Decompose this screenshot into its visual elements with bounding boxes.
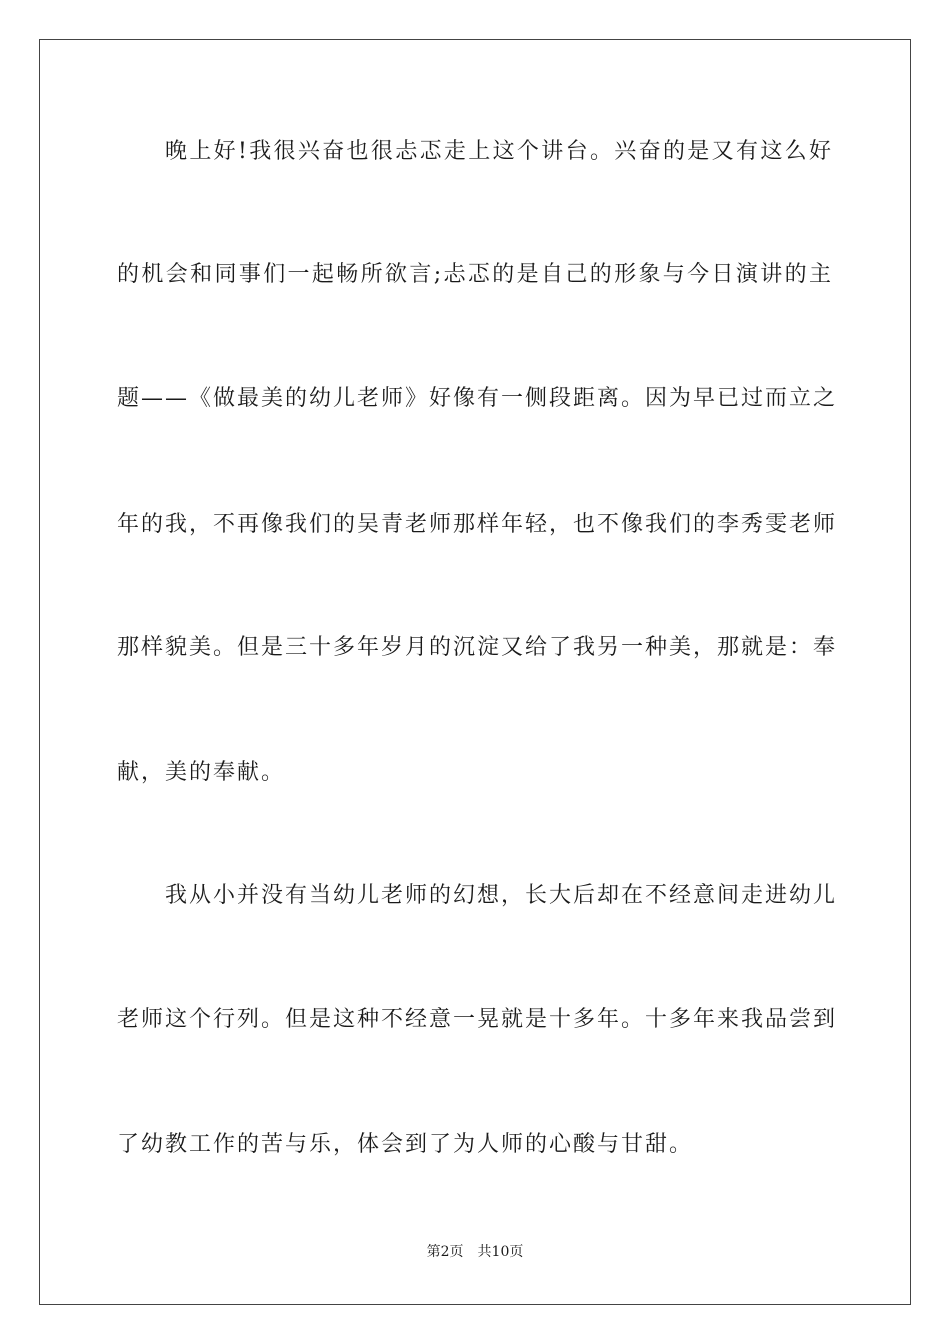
paragraph-2-line-3: 了幼教工作的苦与乐，体会到了为人师的心酸与甘甜。 — [117, 1132, 694, 1157]
paragraph-1-line-3: 题——《做最美的幼儿老师》好像有一侧段距离。因为早已过而立之 — [117, 386, 838, 411]
paragraph-1-line-4: 年的我，不再像我们的吴青老师那样年轻，也不像我们的李秀雯老师 — [117, 512, 838, 537]
page-number: 第2页 — [426, 1244, 464, 1260]
paragraph-1-line-1: 晚上好!我很兴奋也很忐忑走上这个讲台。兴奋的是又有这么好 — [165, 139, 833, 164]
paragraph-2-line-2: 老师这个行列。但是这种不经意一晃就是十多年。十多年来我品尝到 — [117, 1007, 838, 1032]
paragraph-1-line-2: 的机会和同事们一起畅所欲言;忐忑的是自己的形象与今日演讲的主 — [117, 262, 833, 287]
paragraph-1-line-6: 献，美的奉献。 — [117, 760, 286, 785]
page-footer — [0, 1242, 950, 1262]
paragraph-1-line-5: 那样貌美。但是三十多年岁月的沉淀又给了我另一种美，那就是：奉 — [117, 635, 838, 660]
paragraph-2-line-1: 我从小并没有当幼儿老师的幻想，长大后却在不经意间走进幼儿 — [165, 883, 838, 908]
page-total: 共10页 — [477, 1244, 524, 1260]
page-border — [39, 39, 911, 1305]
